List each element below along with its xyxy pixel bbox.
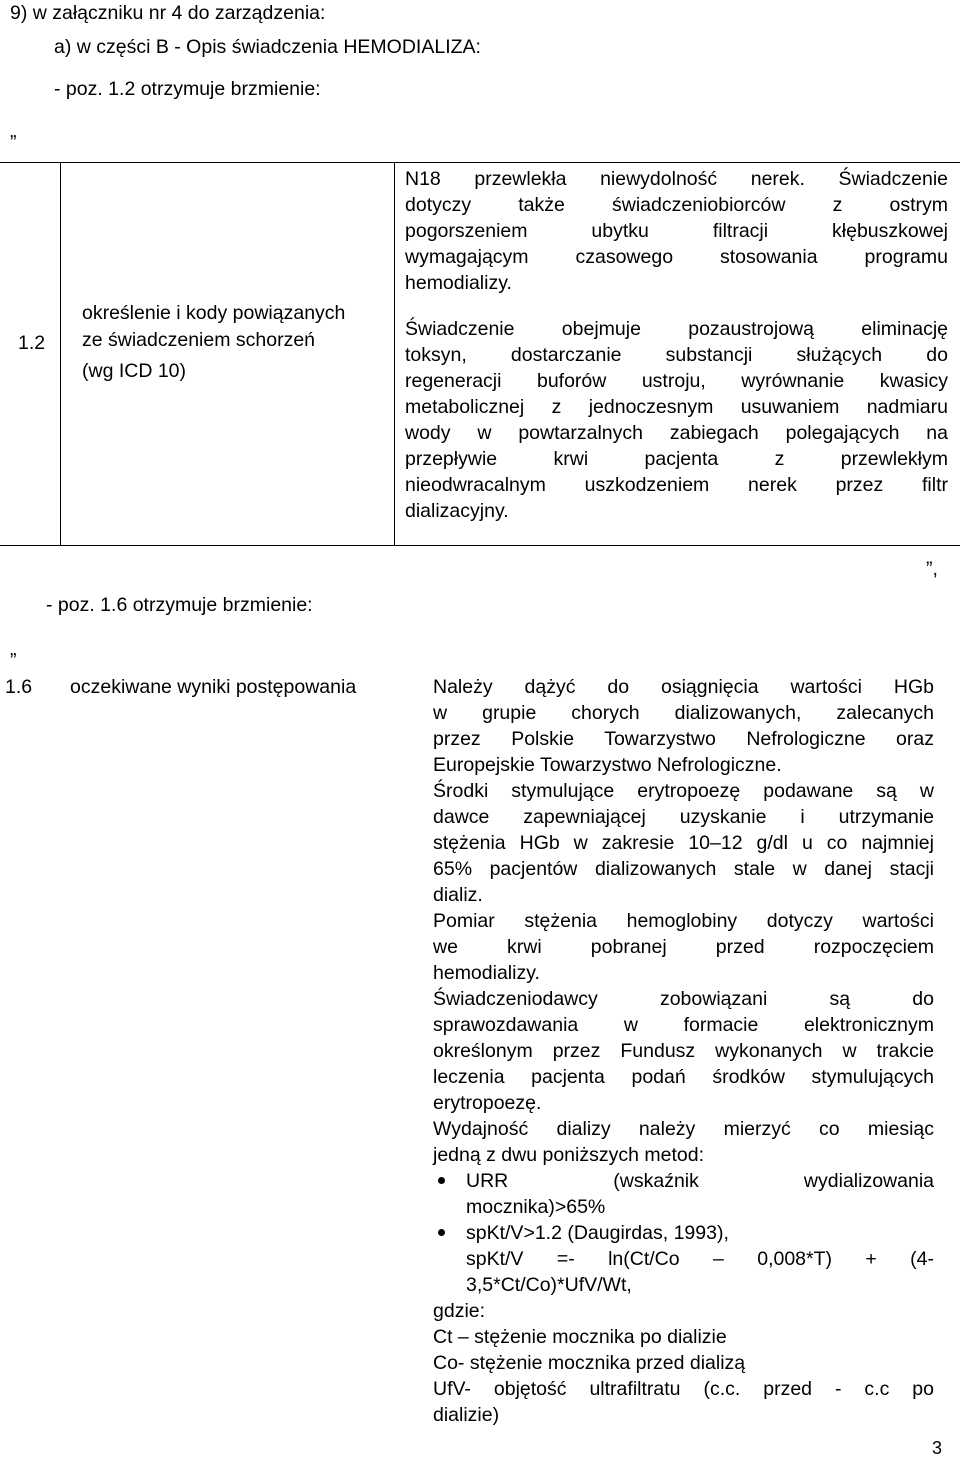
poz-1-2-heading: - poz. 1.2 otrzymuje brzmienie:: [54, 78, 321, 100]
text-line: dializ.: [433, 884, 483, 906]
text-line: Wydajność dializy należy mierzyć co miesiąc: [433, 1118, 934, 1140]
text-line: gdzie:: [433, 1300, 486, 1322]
bullet-item-line: 3,5*Ct/Co)*UfV/Wt,: [466, 1274, 632, 1296]
table-2-number: 1.6: [5, 676, 33, 698]
item-9-heading: 9) w załączniku nr 4 do zarządzenia:: [10, 2, 326, 24]
text-line: Europejskie Towarzystwo Nefrologiczne.: [433, 754, 782, 776]
bullet-item-line: spKt/V =- ln(Ct/Co – 0,008*T) + (4-: [466, 1248, 934, 1270]
text-line: przez Polskie Towarzystwo Nefrologiczne oraz: [433, 728, 934, 750]
text-line: regeneracji buforów ustroju, wyrównanie kwasicy: [405, 370, 948, 392]
text-line: pogorszeniem ubytku filtracji kłębuszkowej: [405, 220, 948, 242]
table-1-label-line: ze świadczeniem schorzeń: [82, 329, 316, 351]
text-line: toksyn, dostarczanie substancji służących do: [405, 344, 948, 366]
page-number: 3: [932, 1438, 943, 1458]
text-line: jedną z dwu poniższych metod:: [433, 1144, 704, 1166]
bullet-item-line: mocznika)>65%: [466, 1196, 606, 1218]
opening-quote: „: [10, 120, 17, 142]
text-line: wymagającym czasowego stosowania programu: [405, 246, 948, 268]
text-line: dotyczy także świadczeniobiorców z ostrym: [405, 194, 948, 216]
table-1-label-line: określenie i kody powiązanych: [82, 302, 346, 324]
text-line: hemodializy.: [405, 272, 512, 294]
text-line: Środki stymulujące erytropoezę podawane są w: [433, 780, 934, 802]
text-line: 65% pacjentów dializowanych stale w danej stacji: [433, 858, 934, 880]
poz-1-6-heading: - poz. 1.6 otrzymuje brzmienie:: [46, 594, 313, 616]
text-line: erytropoezę.: [433, 1092, 542, 1114]
closing-quote: ”,: [926, 558, 938, 580]
item-a-heading: a) w części B - Opis świadczenia HEMODIALIZA:: [54, 36, 481, 58]
text-line: określonym przez Fundusz wykonanych w trakcie: [433, 1040, 934, 1062]
table-1-label-line: (wg ICD 10): [82, 360, 187, 382]
text-line: Świadczeniodawcy zobowiązani są do: [433, 988, 934, 1010]
opening-quote: „: [10, 638, 17, 660]
text-line: nieodwracalnym uszkodzeniem nerek przez filtr: [405, 474, 948, 496]
text-line: we krwi pobranej przed rozpoczęciem: [433, 936, 934, 958]
text-line: przepływie krwi pacjenta z przewlekłym: [405, 448, 948, 470]
bullet-item-line: spKt/V>1.2 (Daugirdas, 1993),: [466, 1222, 729, 1244]
table-2-label: oczekiwane wyniki postępowania: [70, 676, 357, 698]
text-line: leczenia pacjenta podań środków stymulujących: [433, 1066, 934, 1088]
table-1-number: 1.2: [18, 332, 46, 354]
text-line: dawce zapewniającej uzyskanie i utrzymanie: [433, 806, 934, 828]
text-line: w grupie chorych dializowanych, zalecanych: [433, 702, 934, 724]
text-line: N18 przewlekła niewydolność nerek. Świadczenie: [405, 168, 948, 190]
text-line: wody w powtarzalnych zabiegach polegających na: [405, 422, 948, 444]
text-line: dializie): [433, 1404, 500, 1426]
bullet-icon: [438, 1177, 445, 1184]
text-line: UfV- objętość ultrafiltratu (c.c. przed - c.c po: [433, 1378, 934, 1400]
text-line: Co- stężenie mocznika przed dializą: [433, 1352, 746, 1374]
text-line: Należy dążyć do osiągnięcia wartości HGb: [433, 676, 934, 698]
text-line: stężenia HGb w zakresie 10–12 g/dl u co najmniej: [433, 832, 934, 854]
text-line: sprawozdawania w formacie elektronicznym: [433, 1014, 934, 1036]
bullet-item-line: URR (wskaźnik wydializowania: [466, 1170, 934, 1192]
text-line: Świadczenie obejmuje pozaustrojową eliminację: [405, 318, 948, 340]
text-line: Pomiar stężenia hemoglobiny dotyczy wartości: [433, 910, 934, 932]
text-line: hemodializy.: [433, 962, 540, 984]
text-line: Ct – stężenie mocznika po dializie: [433, 1326, 727, 1348]
bullet-icon: [438, 1229, 445, 1236]
text-line: metabolicznej z jednoczesnym usuwaniem nadmiaru: [405, 396, 948, 418]
text-line: dializacyjny.: [405, 500, 509, 522]
